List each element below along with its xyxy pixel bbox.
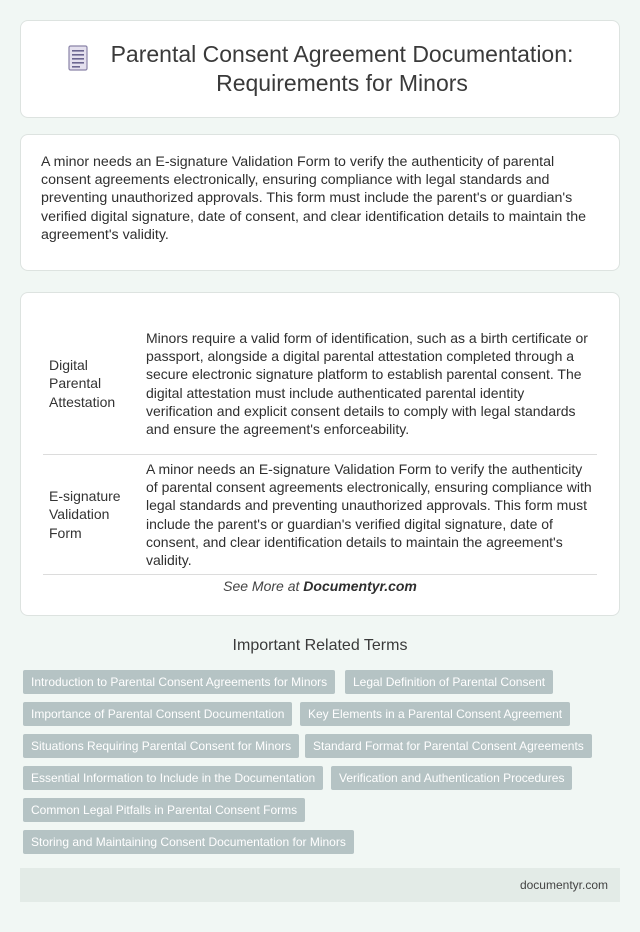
see-more-link[interactable]: [21, 578, 619, 594]
table-row: [43, 313, 597, 455]
see-more-prefix: See More at: [223, 578, 304, 594]
page-title-line-1: Parental Consent Agreement Documentation:: [110, 41, 574, 67]
document-icon: [67, 45, 89, 71]
related-tag[interactable]: Standard Format for Parental Consent Agreements: [305, 734, 592, 758]
table-row: [43, 455, 597, 575]
footer-bar: [20, 868, 620, 902]
intro-card: [20, 134, 620, 271]
page-title: [111, 40, 574, 98]
table-term: Digital Parental Attestation: [49, 356, 116, 410]
related-tag[interactable]: Introduction to Parental Consent Agreements for Minors: [23, 670, 335, 694]
definition-table-card: [20, 292, 620, 616]
related-tag[interactable]: Essential Information to Include in the Documentation: [23, 766, 323, 790]
footer-site[interactable]: documentyr.com: [519, 878, 608, 892]
table-description: Minors require a valid form of identification, such as a birth certificate or passport, alongside a digital parental attestation completed through a secure electronic signature platform to establish parental consent. The digital attestation must include authenticated parental identity verification and explicit consent details to comply with legal standards and ensure the agreement's enforceability.: [146, 329, 588, 437]
related-tag[interactable]: Key Elements in a Parental Consent Agreement: [300, 702, 570, 726]
related-tag[interactable]: Importance of Parental Consent Documentation: [23, 702, 292, 726]
header-card: [20, 20, 620, 118]
related-tag[interactable]: Legal Definition of Parental Consent: [345, 670, 553, 694]
page-title-line-2: Requirements for Minors: [216, 70, 468, 96]
related-terms-title: Important Related Terms: [232, 637, 408, 654]
related-tag[interactable]: Common Legal Pitfalls in Parental Consent Forms: [23, 798, 305, 822]
related-tag[interactable]: Verification and Authentication Procedures: [331, 766, 572, 790]
related-tag[interactable]: Situations Requiring Parental Consent for Minors: [23, 734, 299, 758]
related-tag[interactable]: Storing and Maintaining Consent Documentation for Minors: [23, 830, 354, 854]
table-term: E-signature Validation Form: [49, 487, 121, 541]
see-more-site[interactable]: Documentyr.com: [303, 578, 417, 594]
table-description: A minor needs an E-signature Validation Form to verify the authenticity of parental consent agreements electronically, ensuring compliance with legal standards and preventing unauthorized approvals. This form must include the parent's or guardian's verified digital signature, date of consent, and clear identification details to maintain the agreement's validity.: [146, 460, 592, 568]
intro-paragraph: A minor needs an E-signature Validation Form to verify the authenticity of parental consent agreements electronically, ensuring compliance with legal standards and preventing unauthorized approvals. This form must include the parent's or guardian's verified digital signature, date of consent, and clear identification details to maintain the agreement's validity.: [41, 154, 586, 243]
